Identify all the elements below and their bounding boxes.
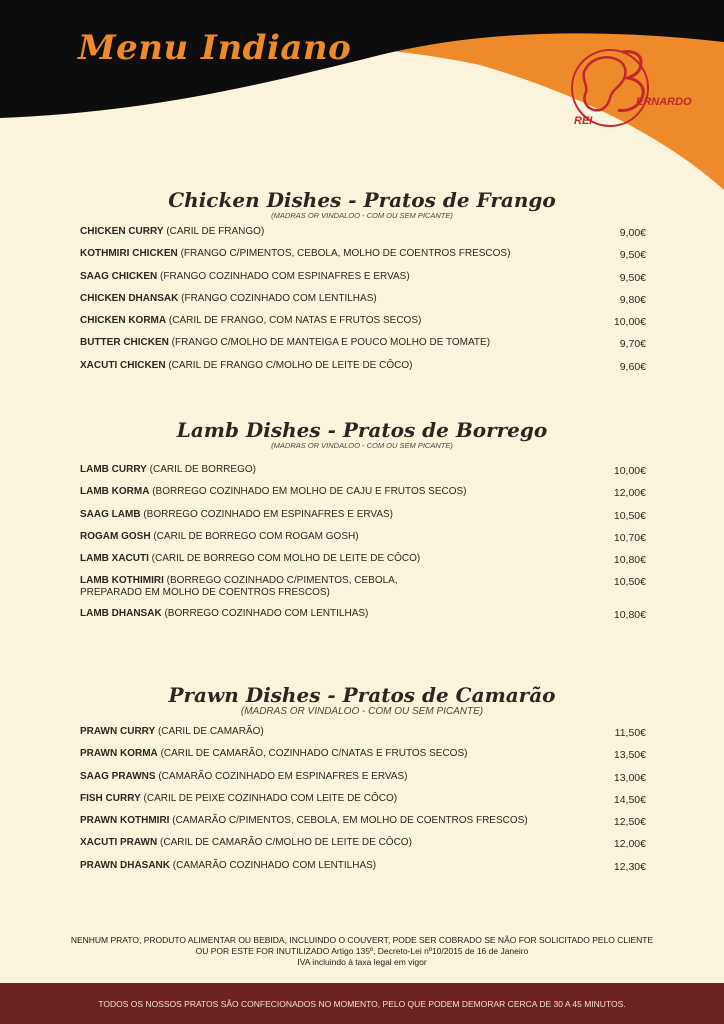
item-price: 9,70€ (619, 338, 646, 351)
item-name: LAMB XACUTI (80, 553, 149, 565)
item-price: 9,60€ (619, 360, 646, 373)
item-name: LAMB CURRY (80, 464, 147, 475)
menu-item (0, 337, 724, 359)
item-price: 10,50€ (613, 509, 646, 522)
item-name: ROGAM GOSH (80, 530, 151, 542)
item-price: 10,70€ (613, 531, 646, 544)
item-name: CHICKEN DHANSAK (80, 292, 179, 304)
menu-title: Menu Indiano (78, 28, 352, 68)
item-price: 10,00€ (613, 316, 646, 329)
item-description: (CARIL DE CAMARÃO, COZINHADO C/NATAS E FRUTOS SECOS) (160, 748, 468, 760)
menu-item (0, 748, 724, 770)
menu-item (0, 271, 724, 293)
item-description: (BORREGO COZINHADO EM ESPINAFRES E ERVAS) (143, 508, 394, 520)
item-name: PRAWN DHASANK (80, 859, 170, 871)
item-price: 13,00€ (613, 771, 646, 784)
legal-notice-line3: IVA incluindo à taxa legal em vigor (297, 957, 427, 967)
item-price: 14,50€ (613, 793, 646, 806)
item-description: (CAMARÃO COZINHADO EM ESPINAFRES E ERVAS) (158, 770, 408, 782)
chicken-items (0, 226, 724, 382)
item-description: (FRANGO COZINHADO COM ESPINAFRES E ERVAS) (160, 270, 410, 282)
item-description: (CARIL DE CAMARÃO) (157, 726, 264, 737)
item-description: (CARIL DE FRANGO) (166, 226, 265, 237)
menu-item (0, 771, 724, 793)
section-lamb (0, 418, 724, 631)
section-chicken (0, 188, 724, 382)
item-price: 13,50€ (613, 749, 646, 762)
item-name: BUTTER CHICKEN (80, 337, 169, 349)
menu-item (0, 464, 724, 486)
item-price: 10,80€ (613, 554, 646, 567)
item-name: XACUTI PRAWN (80, 837, 158, 849)
legal-notice-line2-caps: OU POR ESTE FOR INUTILIZADO (195, 946, 330, 956)
item-price: 9,50€ (619, 249, 646, 262)
item-price: 12,00€ (613, 838, 646, 851)
item-name: PRAWN CURRY (80, 726, 156, 737)
item-price: 12,30€ (613, 860, 646, 873)
item-name: SAAG CHICKEN (80, 270, 158, 282)
section-subtitle-prawn: (MADRAS OR VINDALOO - COM OU SEM PICANTE) (240, 706, 484, 717)
section-title-chicken: Chicken Dishes - Pratos de Frango (168, 188, 556, 212)
item-name: CHICKEN KORMA (80, 315, 167, 327)
logo-rei: REI (574, 115, 593, 127)
menu-item (0, 315, 724, 337)
item-description-line2: PREPARADO EM MOLHO DE COENTROS FRESCOS) (80, 587, 330, 599)
item-name: PRAWN KOTHMIRI (80, 815, 170, 827)
prawn-items (0, 726, 724, 882)
item-price: 11,50€ (614, 727, 646, 739)
menu-item (0, 860, 724, 882)
item-price: 10,80€ (613, 609, 646, 622)
item-price: 9,50€ (619, 271, 646, 284)
item-price: 12,50€ (613, 816, 646, 829)
menu-item (0, 509, 724, 531)
item-description: (CARIL DE PEIXE COZINHADO COM LEITE DE CÔCO) (143, 792, 398, 804)
item-description: (BORREGO COZINHADO COM LENTILHAS) (164, 608, 369, 620)
item-description: (BORREGO COZINHADO C/PIMENTOS, CEBOLA, (166, 575, 398, 587)
item-price: 10,50€ (613, 576, 646, 589)
item-price: 9,00€ (619, 227, 646, 239)
menu-item (0, 837, 724, 859)
footer-bar-text: TODOS OS NOSSOS PRATOS SÃO CONFECIONADOS NO MOMENTO, PELO QUE PODEM DEMORAR CERCA DE 30 A 45 MINUTOS. (98, 998, 626, 1009)
item-description: (CAMARÃO COZINHADO COM LENTILHAS) (172, 859, 377, 871)
menu-item (0, 608, 724, 630)
item-description: (CARIL DE FRANGO C/MOLHO DE LEITE DE CÔCO) (168, 359, 413, 371)
footer-bar (0, 983, 724, 1024)
item-name: LAMB DHANSAK (80, 608, 162, 620)
item-name: XACUTI CHICKEN (80, 359, 166, 371)
item-name: CHICKEN CURRY (80, 226, 164, 237)
legal-notice-line2-law: Artigo 135º, Decreto-Lei nº10/2015 de 16 de Janeiro (331, 946, 529, 956)
item-description: (CARIL DE BORREGO COM MOLHO DE LEITE DE CÔCO) (151, 553, 421, 565)
item-name: SAAG PRAWNS (80, 770, 156, 782)
legal-notice-line2 (0, 946, 724, 957)
item-price: 9,80€ (619, 293, 646, 306)
item-description: (FRANGO C/PIMENTOS, CEBOLA, MOLHO DE COENTROS FRESCOS) (180, 248, 511, 260)
item-description: (CAMARÃO C/PIMENTOS, CEBOLA, EM MOLHO DE COENTROS FRESCOS) (172, 815, 528, 827)
menu-item (0, 293, 724, 315)
section-title-prawn: Prawn Dishes - Pratos de Camarão (168, 683, 556, 707)
logo-chef-figure (584, 57, 626, 110)
menu-item (0, 575, 724, 608)
lamb-items (0, 464, 724, 631)
item-name: PRAWN KORMA (80, 748, 158, 760)
menu-item (0, 486, 724, 508)
menu-item (0, 815, 724, 837)
menu-item (0, 226, 724, 248)
section-subtitle-chicken: (MADRAS OR VINDALOO - COM OU SEM PICANTE) (271, 211, 453, 220)
menu-item (0, 726, 724, 748)
item-name: LAMB KOTHIMIRI (80, 575, 164, 587)
menu-item (0, 793, 724, 815)
item-description: (CARIL DE CAMARÃO C/MOLHO DE LEITE DE CÔCO) (160, 837, 412, 849)
item-description: (FRANGO C/MOLHO DE MANTEIGA E POUCO MOLHO DE TOMATE) (171, 337, 491, 349)
item-description: (BORREGO COZINHADO EM MOLHO DE CAJU E FRUTOS SECOS) (152, 486, 467, 498)
item-name: FISH CURRY (80, 792, 141, 804)
menu-item (0, 553, 724, 575)
legal-notice (0, 935, 724, 968)
item-name: SAAG LAMB (80, 508, 141, 520)
menu-item (0, 248, 724, 270)
item-description: (CARIL DE BORREGO COM ROGAM GOSH) (153, 530, 359, 542)
item-description: (CARIL DE BORREGO) (149, 464, 256, 475)
rei-bernardo-logo (562, 40, 692, 140)
item-description: (FRANGO COZINHADO COM LENTILHAS) (181, 292, 377, 304)
section-subtitle-lamb: (MADRAS OR VINDALOO - COM OU SEM PICANTE) (271, 441, 453, 450)
legal-notice-line1: NENHUM PRATO, PRODUTO ALIMENTAR OU BEBIDA, INCLUINDO O COUVERT, PODE SER COBRADO SE NÃO FOR SOLICITADO PELO CLIENTE (70, 935, 654, 945)
menu-item (0, 531, 724, 553)
item-description: (CARIL DE FRANGO, COM NATAS E FRUTOS SECOS) (168, 315, 422, 327)
section-title-lamb: Lamb Dishes - Pratos de Borrego (176, 418, 548, 442)
item-name: LAMB KORMA (80, 486, 150, 498)
item-price: 12,00€ (613, 487, 646, 500)
logo-name: ERNARDO (636, 96, 692, 108)
section-prawn (0, 683, 724, 882)
item-price: 10,00€ (613, 465, 646, 477)
menu-item (0, 360, 724, 382)
item-name: KOTHMIRI CHICKEN (80, 248, 178, 260)
